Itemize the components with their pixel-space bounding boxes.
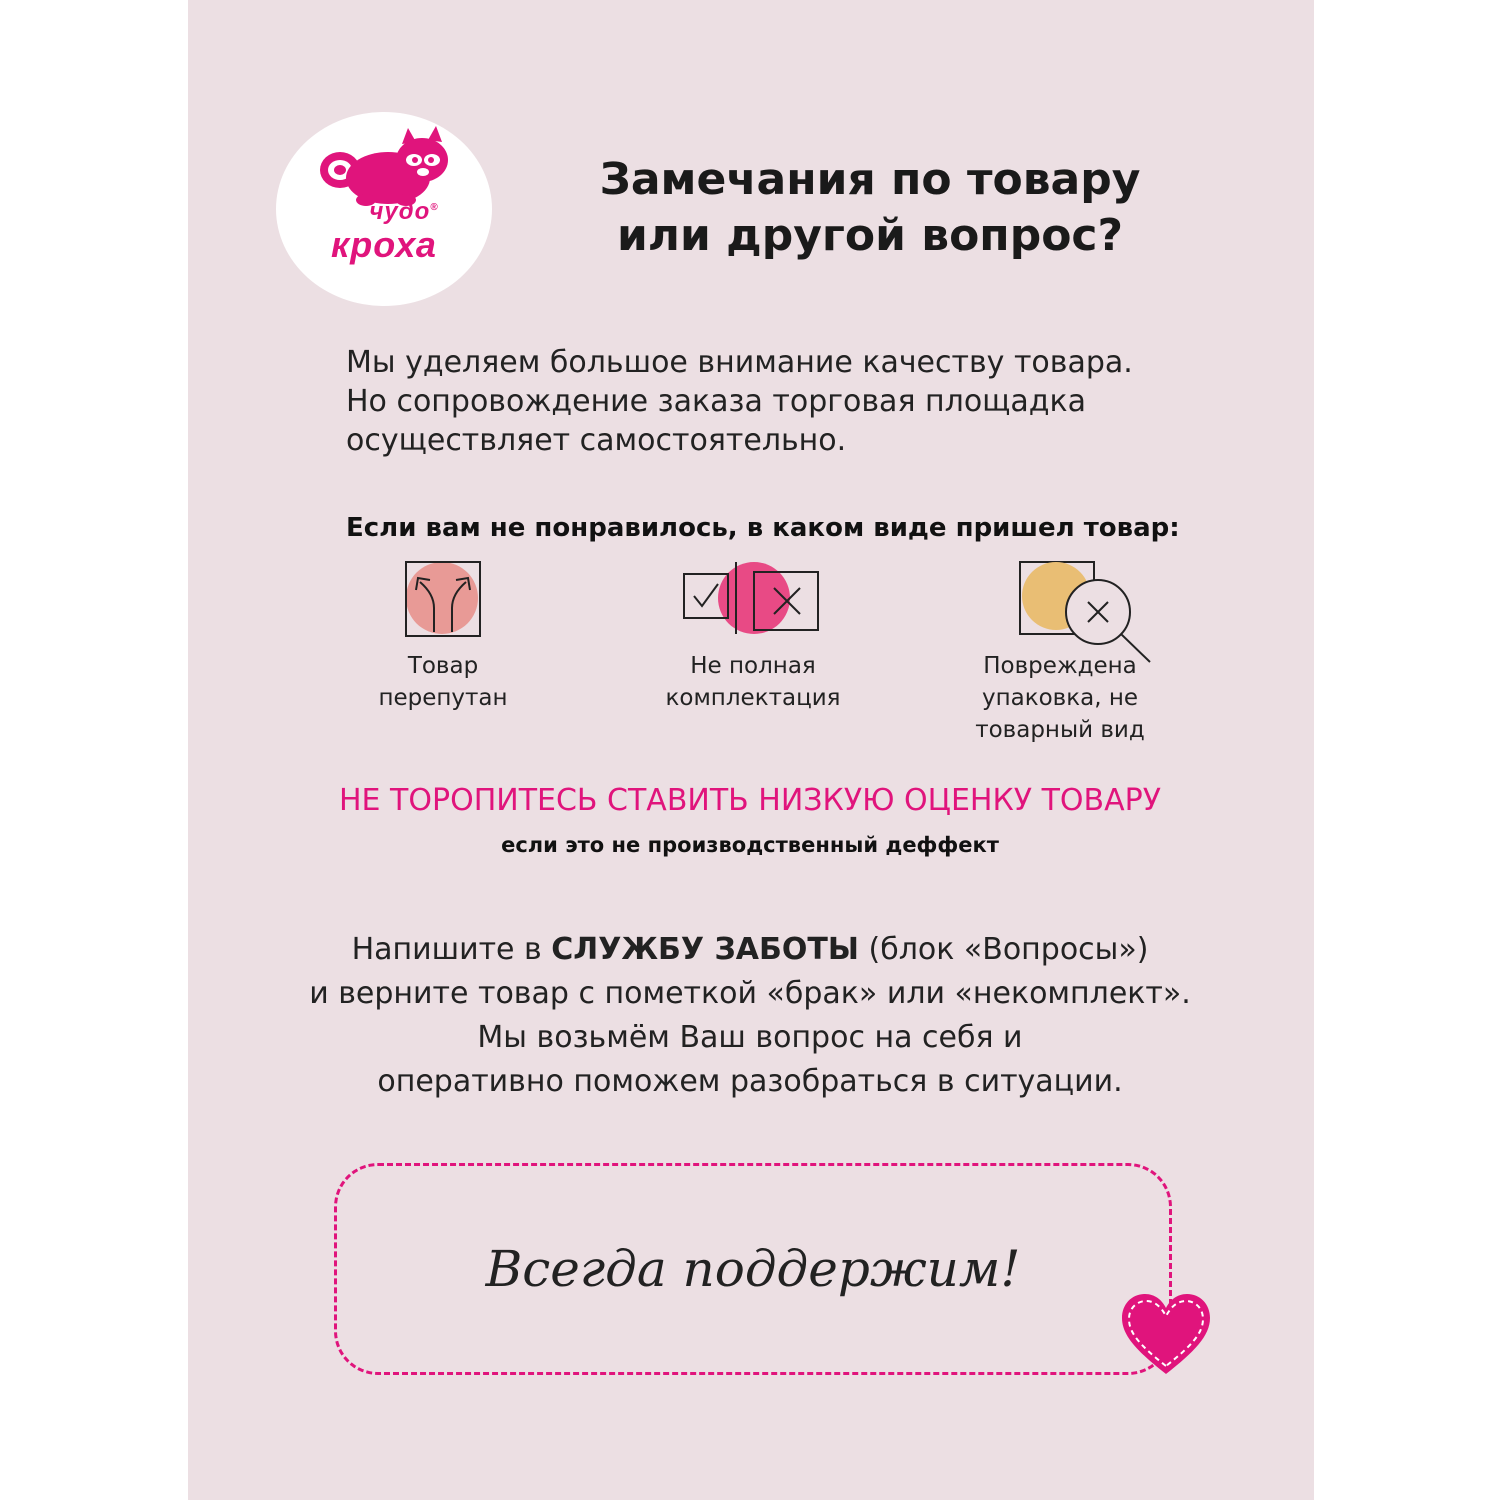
intro-line-3: осуществляет самостоятельно. bbox=[346, 423, 847, 458]
heart-icon bbox=[1118, 1290, 1214, 1380]
contact-line-2: и верните товар с пометкой «брак» или «некомплект». bbox=[309, 976, 1191, 1011]
intro-paragraph bbox=[346, 343, 1246, 460]
intro-line-2: Но сопровождение заказа торговая площадка bbox=[346, 384, 1087, 419]
warning-subtext: если это не производственный деффект bbox=[501, 833, 999, 857]
contact-line-4: оперативно поможем разобраться в ситуации. bbox=[377, 1064, 1123, 1099]
damaged-package-magnifier-icon bbox=[1018, 560, 1158, 664]
issue-label-damaged: Повреждена упаковка, не товарный вид bbox=[975, 653, 1145, 743]
brand-logo bbox=[276, 112, 492, 306]
care-service-emphasis: СЛУЖБУ ЗАБОТЫ bbox=[551, 932, 859, 967]
issue-label-mixed-up: Товар перепутан bbox=[378, 653, 508, 711]
intro-line-1: Мы уделяем большое внимание качеству товара. bbox=[346, 345, 1133, 380]
issues-heading: Если вам не понравилось, в каком виде пришел товар: bbox=[346, 513, 1180, 543]
slogan-text: Всегда поддержим! bbox=[485, 1240, 1021, 1298]
issue-label-incomplete: Не полная комплектация bbox=[665, 653, 841, 711]
brand-name-line2: кроха bbox=[331, 224, 437, 265]
brand-name-line1: чудо® bbox=[369, 198, 439, 225]
page-title bbox=[530, 152, 1210, 264]
incomplete-set-icon bbox=[682, 560, 824, 636]
title-line-1: Замечания по товару bbox=[599, 154, 1141, 205]
contact-paragraph bbox=[250, 928, 1250, 1104]
mixed-up-arrows-icon bbox=[404, 560, 484, 640]
contact-line-1: Напишите в СЛУЖБУ ЗАБОТЫ (блок «Вопросы») bbox=[351, 932, 1149, 967]
warning-headline: НЕ ТОРОПИТЕСЬ СТАВИТЬ НИЗКУЮ ОЦЕНКУ ТОВАРУ bbox=[339, 783, 1161, 818]
contact-line-3: Мы возьмём Ваш вопрос на себя и bbox=[477, 1020, 1023, 1055]
title-line-2: или другой вопрос? bbox=[616, 210, 1124, 261]
